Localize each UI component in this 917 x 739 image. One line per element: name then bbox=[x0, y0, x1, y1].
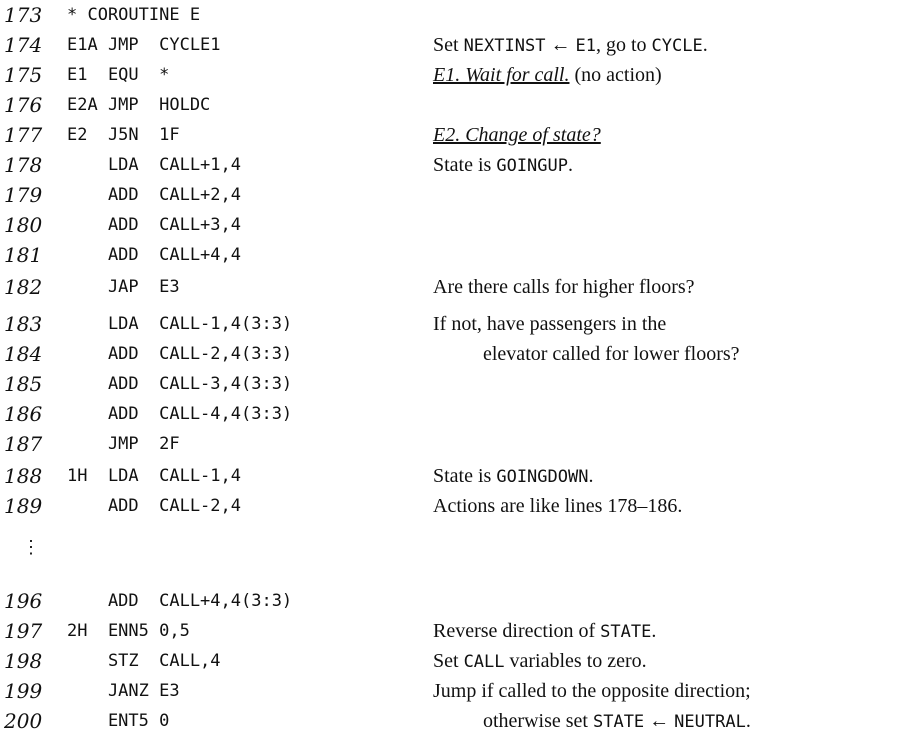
code-line bbox=[0, 180, 917, 210]
code-text: STZ CALL,4 bbox=[67, 651, 221, 671]
code-text: E1A JMP CYCLE1 bbox=[67, 35, 221, 55]
comment: otherwise set STATE ← NEUTRAL. bbox=[483, 710, 751, 732]
code-text: * COROUTINE E bbox=[67, 5, 201, 25]
code-line bbox=[0, 491, 917, 521]
comment: E1. Wait for call. (no action) bbox=[433, 64, 662, 86]
step-heading: E2. Change of state? bbox=[433, 124, 601, 146]
code-text: ADD CALL+4,4(3:3) bbox=[67, 591, 293, 611]
code-line bbox=[0, 120, 917, 150]
comment: Set NEXTINST ← E1, go to CYCLE. bbox=[433, 34, 708, 56]
code-text: ADD CALL-3,4(3:3) bbox=[67, 374, 293, 394]
code-text: ADD CALL-4,4(3:3) bbox=[67, 404, 293, 424]
code-text: JANZ E3 bbox=[67, 681, 180, 701]
code-line bbox=[0, 272, 917, 302]
code-line bbox=[0, 0, 917, 30]
code-text: E1 EQU * bbox=[67, 65, 170, 85]
line-number: 179 bbox=[4, 183, 43, 207]
line-number: 174 bbox=[4, 33, 43, 57]
code-text: ADD CALL+3,4 bbox=[67, 215, 241, 235]
code-line bbox=[0, 586, 917, 616]
line-number: 188 bbox=[4, 464, 43, 488]
line-number: 173 bbox=[4, 3, 43, 27]
code-line bbox=[0, 461, 917, 491]
code-text: LDA CALL+1,4 bbox=[67, 155, 241, 175]
line-number: 182 bbox=[4, 275, 43, 299]
code-text: E2 J5N 1F bbox=[67, 125, 180, 145]
code-line bbox=[0, 706, 917, 736]
comment: State is GOINGDOWN. bbox=[433, 465, 594, 487]
code-text: LDA CALL-1,4(3:3) bbox=[67, 314, 293, 334]
line-number: 175 bbox=[4, 63, 43, 87]
comment: If not, have passengers in the bbox=[433, 313, 667, 335]
line-number: 197 bbox=[4, 619, 43, 643]
code-text: JMP 2F bbox=[67, 434, 180, 454]
comment: Actions are like lines 178–186. bbox=[433, 495, 683, 517]
code-line bbox=[0, 60, 917, 90]
code-text: E2A JMP HOLDC bbox=[67, 95, 211, 115]
code-text: 2H ENN5 0,5 bbox=[67, 621, 190, 641]
code-line bbox=[0, 309, 917, 339]
line-number: 199 bbox=[4, 679, 43, 703]
line-number: 180 bbox=[4, 213, 43, 237]
line-number: 184 bbox=[4, 342, 43, 366]
comment: Are there calls for higher floors? bbox=[433, 276, 695, 298]
code-line bbox=[0, 676, 917, 706]
line-number: 177 bbox=[4, 123, 43, 147]
vertical-ellipsis: ⋮ bbox=[22, 537, 40, 558]
code-text: JAP E3 bbox=[67, 277, 180, 297]
code-line bbox=[0, 30, 917, 60]
line-number: 181 bbox=[4, 243, 43, 267]
code-text: ADD CALL-2,4 bbox=[67, 496, 241, 516]
comment: State is GOINGUP. bbox=[433, 154, 573, 176]
code-text: ENT5 0 bbox=[67, 711, 170, 731]
code-line bbox=[0, 90, 917, 120]
comment: Reverse direction of STATE. bbox=[433, 620, 657, 642]
comment: Set CALL variables to zero. bbox=[433, 650, 647, 672]
comment: Jump if called to the opposite direction; bbox=[433, 680, 751, 702]
line-number: 187 bbox=[4, 432, 43, 456]
code-line bbox=[0, 150, 917, 180]
line-number: 185 bbox=[4, 372, 43, 396]
code-text: ADD CALL-2,4(3:3) bbox=[67, 344, 293, 364]
step-heading: E1. Wait for call. bbox=[433, 64, 570, 86]
line-number: 178 bbox=[4, 153, 43, 177]
line-number: 200 bbox=[4, 709, 43, 733]
comment: elevator called for lower floors? bbox=[483, 343, 740, 365]
code-line bbox=[0, 646, 917, 676]
code-line bbox=[0, 616, 917, 646]
code-line bbox=[0, 240, 917, 270]
code-line bbox=[0, 210, 917, 240]
line-number: 186 bbox=[4, 402, 43, 426]
code-line bbox=[0, 429, 917, 459]
line-number: 198 bbox=[4, 649, 43, 673]
code-line bbox=[0, 369, 917, 399]
code-text: ADD CALL+4,4 bbox=[67, 245, 241, 265]
code-text: ADD CALL+2,4 bbox=[67, 185, 241, 205]
line-number: 183 bbox=[4, 312, 43, 336]
code-line bbox=[0, 339, 917, 369]
line-number: 196 bbox=[4, 589, 43, 613]
line-number: 176 bbox=[4, 93, 43, 117]
code-line bbox=[0, 399, 917, 429]
line-number: 189 bbox=[4, 494, 43, 518]
code-text: 1H LDA CALL-1,4 bbox=[67, 466, 241, 486]
